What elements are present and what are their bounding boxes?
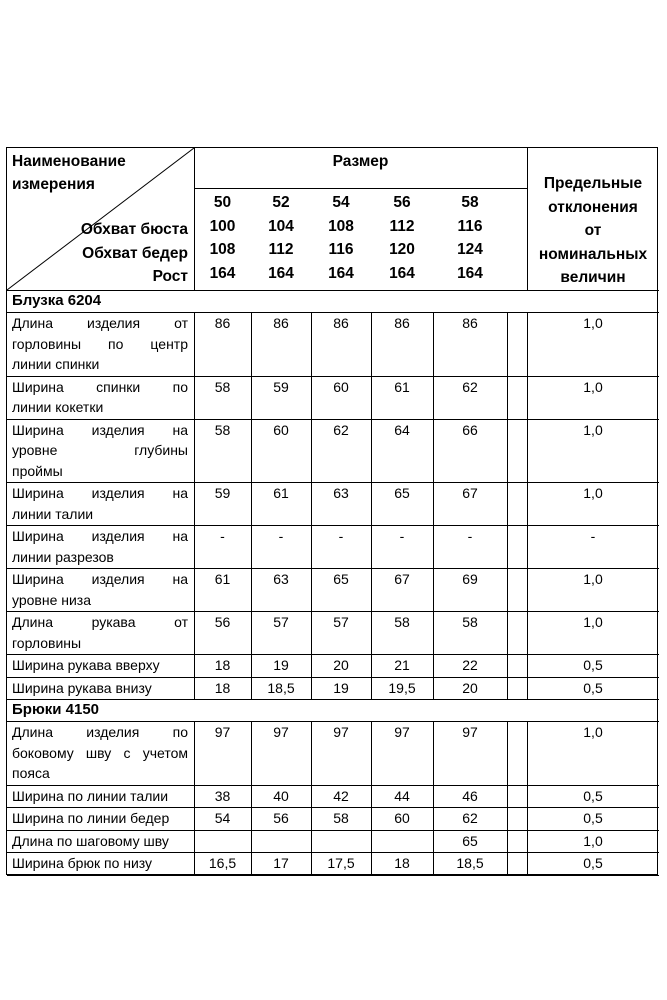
header-size-hip: 120	[389, 241, 415, 258]
size-value: 56	[273, 810, 289, 826]
size-value: 57	[333, 614, 349, 630]
column-rule	[251, 654, 252, 677]
column-rule	[194, 611, 195, 654]
size-value: 61	[394, 378, 410, 395]
column-rule	[527, 482, 528, 525]
size-value: -	[399, 528, 405, 544]
column-rule	[371, 376, 372, 419]
size-value: 18,5	[456, 855, 484, 871]
column-rule	[251, 721, 252, 785]
header-tolerance-line: отклонения	[548, 198, 638, 216]
tolerance-value: 1,0	[583, 571, 603, 587]
measurement-label: уровне низа	[12, 591, 92, 608]
tolerance-value: 1,0	[583, 421, 603, 438]
measurement-label: Ширина рукава внизу	[12, 679, 152, 696]
size-value: 67	[394, 571, 410, 587]
size-value: -	[467, 528, 473, 544]
column-rule	[507, 852, 508, 875]
measurement-label: линии талии	[12, 505, 94, 522]
column-rule	[371, 312, 372, 376]
size-value: -	[338, 528, 344, 544]
column-rule	[194, 376, 195, 419]
size-value: 86	[462, 315, 478, 331]
size-value: 59	[214, 485, 231, 501]
column-rule	[371, 525, 372, 568]
column-rule	[507, 677, 508, 700]
header-size-size: 52	[272, 194, 290, 211]
measurement-label: Длина изделия от	[12, 315, 188, 331]
tolerance-value: 0,5	[583, 679, 603, 696]
header-size-hip: 124	[457, 241, 483, 258]
column-rule	[251, 785, 252, 808]
measurement-label: Длина изделия по	[12, 724, 188, 740]
size-value: 65	[394, 485, 410, 501]
size-value: 58	[462, 614, 478, 630]
size-table	[6, 147, 658, 875]
column-rule	[371, 785, 372, 808]
size-value: 58	[333, 810, 349, 826]
column-rule	[371, 807, 372, 830]
measurement-label: Ширина по линии талии	[12, 787, 169, 804]
column-rule	[311, 785, 312, 808]
measurement-label: линии разрезов	[12, 548, 114, 565]
measurement-label: Ширина изделия на	[12, 528, 188, 544]
size-value: 57	[273, 614, 289, 630]
column-rule	[311, 525, 312, 568]
column-rule	[527, 852, 528, 875]
header-rule	[194, 188, 527, 189]
header-size-height: 164	[268, 264, 294, 282]
measurement-label: проймы	[12, 462, 63, 479]
size-value: 64	[394, 421, 410, 438]
size-value: 97	[333, 724, 349, 740]
column-rule	[433, 830, 434, 853]
column-rule	[527, 611, 528, 654]
column-rule	[507, 376, 508, 419]
column-rule	[507, 525, 508, 568]
column-rule	[194, 677, 195, 700]
size-value: 86	[214, 315, 231, 331]
measurement-label: Длина по шаговому шву	[12, 832, 169, 849]
size-value: 62	[333, 421, 349, 438]
size-value: 19	[333, 679, 349, 696]
measurement-label: Ширина спинки по	[12, 378, 188, 395]
column-rule	[371, 568, 372, 611]
tolerance-value: 1,0	[583, 614, 603, 630]
column-rule	[194, 785, 195, 808]
column-rule	[194, 721, 195, 785]
column-rule	[433, 721, 434, 785]
column-rule	[311, 830, 312, 853]
column-rule	[433, 852, 434, 875]
row-rule	[7, 875, 659, 876]
header-name-line: измерения	[12, 176, 95, 193]
header-size-bust: 116	[457, 217, 483, 235]
tolerance-value: 1,0	[583, 485, 603, 501]
size-value: 42	[333, 787, 349, 804]
column-rule	[251, 611, 252, 654]
column-rule	[433, 376, 434, 419]
column-rule	[311, 807, 312, 830]
size-value: 40	[273, 787, 289, 804]
header-row-label: Обхват бедер	[82, 244, 188, 262]
header-size-hip: 116	[328, 241, 354, 258]
header-size-size: 58	[461, 194, 479, 211]
measurement-label: Ширина по линии бедер	[12, 810, 170, 826]
size-value: 63	[333, 485, 349, 501]
size-value: 97	[214, 724, 231, 740]
column-rule	[371, 852, 372, 875]
size-value: -	[278, 528, 284, 544]
size-value: 17	[273, 855, 289, 871]
column-rule	[433, 654, 434, 677]
measurement-label: Ширина брюк по низу	[12, 855, 153, 871]
column-rule	[371, 721, 372, 785]
header-size-size: 54	[332, 194, 350, 211]
size-value: 86	[273, 315, 289, 331]
header-size-bust: 100	[209, 217, 236, 235]
measurement-label: Длина рукава от	[12, 614, 188, 630]
size-value: 18	[214, 679, 231, 696]
header-tolerance-line: от	[584, 222, 602, 239]
size-value: 56	[214, 614, 231, 630]
column-rule	[371, 830, 372, 853]
size-value: 60	[273, 421, 289, 438]
column-rule	[251, 525, 252, 568]
column-rule	[433, 677, 434, 700]
size-value: 61	[273, 485, 289, 501]
column-rule	[251, 852, 252, 875]
header-size-size: 50	[213, 194, 232, 211]
column-rule	[433, 568, 434, 611]
column-rule	[507, 785, 508, 808]
column-rule	[507, 807, 508, 830]
column-rule	[251, 419, 252, 483]
tolerance-value: 1,0	[583, 832, 603, 849]
column-rule	[194, 525, 195, 568]
column-rule	[251, 568, 252, 611]
column-rule	[527, 419, 528, 483]
size-value: 63	[273, 571, 289, 587]
size-value: 58	[214, 421, 231, 438]
header-size-bust: 112	[389, 217, 415, 235]
size-value: -	[220, 528, 225, 544]
tolerance-value: 1,0	[583, 315, 603, 331]
column-rule	[527, 654, 528, 677]
tolerance-value: 0,5	[583, 787, 603, 804]
size-value: 86	[333, 315, 349, 331]
column-rule	[251, 677, 252, 700]
column-rule	[311, 677, 312, 700]
size-value: 18	[394, 855, 410, 871]
column-rule	[194, 482, 195, 525]
measurement-label: Ширина изделия на	[12, 421, 188, 438]
column-rule	[527, 830, 528, 853]
size-value: 69	[462, 571, 478, 587]
column-rule	[527, 312, 528, 376]
column-rule	[194, 419, 195, 483]
column-rule	[433, 525, 434, 568]
size-value: 65	[462, 832, 478, 849]
size-value: 20	[462, 679, 478, 696]
column-rule	[527, 677, 528, 700]
column-rule	[194, 654, 195, 677]
header-size-bust: 104	[268, 217, 294, 235]
header-size-height: 164	[328, 264, 354, 282]
size-value: 59	[273, 378, 289, 395]
column-rule	[194, 807, 195, 830]
column-rule	[311, 419, 312, 483]
tolerance-value: 0,5	[583, 855, 603, 871]
size-value: 46	[462, 787, 478, 804]
column-rule	[311, 482, 312, 525]
header-name-line: Наименование	[12, 153, 126, 170]
column-rule	[311, 312, 312, 376]
column-rule	[507, 830, 508, 853]
header-size-bust: 108	[328, 217, 354, 235]
column-rule	[311, 611, 312, 654]
column-rule	[507, 419, 508, 483]
column-rule	[251, 312, 252, 376]
column-rule	[433, 807, 434, 830]
header-size-height: 164	[457, 264, 483, 282]
measurement-label: уровне глубины	[12, 442, 188, 458]
column-rule	[527, 568, 528, 611]
size-value: 58	[214, 378, 231, 395]
column-rule	[527, 721, 528, 785]
size-value: 65	[333, 571, 349, 587]
column-rule	[371, 677, 372, 700]
column-rule	[527, 376, 528, 419]
column-rule	[311, 654, 312, 677]
section-title: Брюки 4150	[12, 701, 100, 718]
column-rule	[194, 830, 195, 853]
header-size-title: Размер	[332, 153, 389, 170]
size-value: 67	[462, 485, 478, 501]
column-rule	[433, 785, 434, 808]
size-value: 60	[394, 810, 410, 826]
measurement-label: линии спинки	[12, 356, 100, 372]
measurement-label: боковому шву с учетом	[12, 744, 188, 761]
size-value: 18,5	[267, 679, 295, 696]
column-rule	[507, 654, 508, 677]
header-tolerance-line: величин	[560, 269, 626, 286]
column-rule	[371, 654, 372, 677]
size-value: 86	[394, 315, 410, 331]
size-value: 97	[394, 724, 410, 740]
size-value: 58	[394, 614, 410, 630]
size-value: 17,5	[327, 855, 355, 871]
size-value: 19,5	[388, 679, 416, 696]
size-value: 18	[214, 657, 231, 673]
column-rule	[527, 525, 528, 568]
column-rule	[251, 830, 252, 853]
column-rule	[507, 721, 508, 785]
column-rule	[371, 482, 372, 525]
size-value: 16,5	[208, 855, 237, 871]
column-rule	[194, 852, 195, 875]
measurement-label: линии кокетки	[12, 399, 104, 415]
measurement-label: Ширина рукава вверху	[12, 657, 160, 673]
column-rule	[527, 807, 528, 830]
column-rule	[433, 611, 434, 654]
column-rule	[507, 482, 508, 525]
column-rule	[194, 568, 195, 611]
tolerance-value: -	[590, 528, 596, 544]
size-value: 97	[273, 724, 289, 740]
size-value: 97	[462, 724, 478, 740]
tolerance-value: 1,0	[583, 724, 603, 740]
measurement-label: горловины по центр	[12, 335, 188, 352]
column-rule	[433, 419, 434, 483]
measurement-label: горловины	[12, 634, 82, 651]
measurement-label: пояса	[12, 765, 50, 781]
column-rule	[527, 785, 528, 808]
size-value: 21	[394, 657, 410, 673]
tolerance-value: 1,0	[583, 378, 603, 395]
size-value: 66	[462, 421, 478, 438]
size-value: 20	[333, 657, 349, 673]
size-value: 54	[214, 810, 231, 826]
column-rule	[507, 611, 508, 654]
column-rule	[507, 312, 508, 376]
header-size-hip: 108	[209, 241, 236, 258]
header-tolerance-line: номинальных	[538, 245, 648, 263]
size-value: 62	[462, 378, 478, 395]
measurement-label: Ширина изделия на	[12, 571, 188, 587]
size-value: 62	[462, 810, 478, 826]
column-rule	[371, 419, 372, 483]
column-rule	[311, 721, 312, 785]
size-value: 60	[333, 378, 349, 395]
size-value: 19	[273, 657, 289, 673]
size-value: 38	[214, 787, 231, 804]
tolerance-value: 0,5	[583, 657, 603, 673]
header-tolerance-line: Предельные	[543, 175, 643, 192]
size-value: 44	[394, 787, 410, 804]
size-value: 61	[214, 571, 231, 587]
tolerance-value: 0,5	[583, 810, 603, 826]
column-rule	[251, 376, 252, 419]
column-rule	[251, 482, 252, 525]
column-rule	[311, 852, 312, 875]
header-size-height: 164	[209, 264, 236, 282]
column-rule	[433, 482, 434, 525]
section-title: Блузка 6204	[12, 292, 102, 309]
header-row-label: Рост	[152, 268, 188, 285]
column-rule	[194, 312, 195, 376]
header-size-hip: 112	[268, 241, 294, 258]
column-rule	[433, 312, 434, 376]
column-rule	[311, 376, 312, 419]
column-rule	[251, 807, 252, 830]
measurement-label: Ширина изделия на	[12, 485, 188, 501]
header-size-height: 164	[389, 264, 415, 282]
column-rule	[507, 568, 508, 611]
header-row-label: Обхват бюста	[80, 221, 188, 238]
header-size-size: 56	[393, 194, 411, 211]
column-rule	[371, 611, 372, 654]
column-rule	[311, 568, 312, 611]
size-value: 22	[462, 657, 478, 673]
